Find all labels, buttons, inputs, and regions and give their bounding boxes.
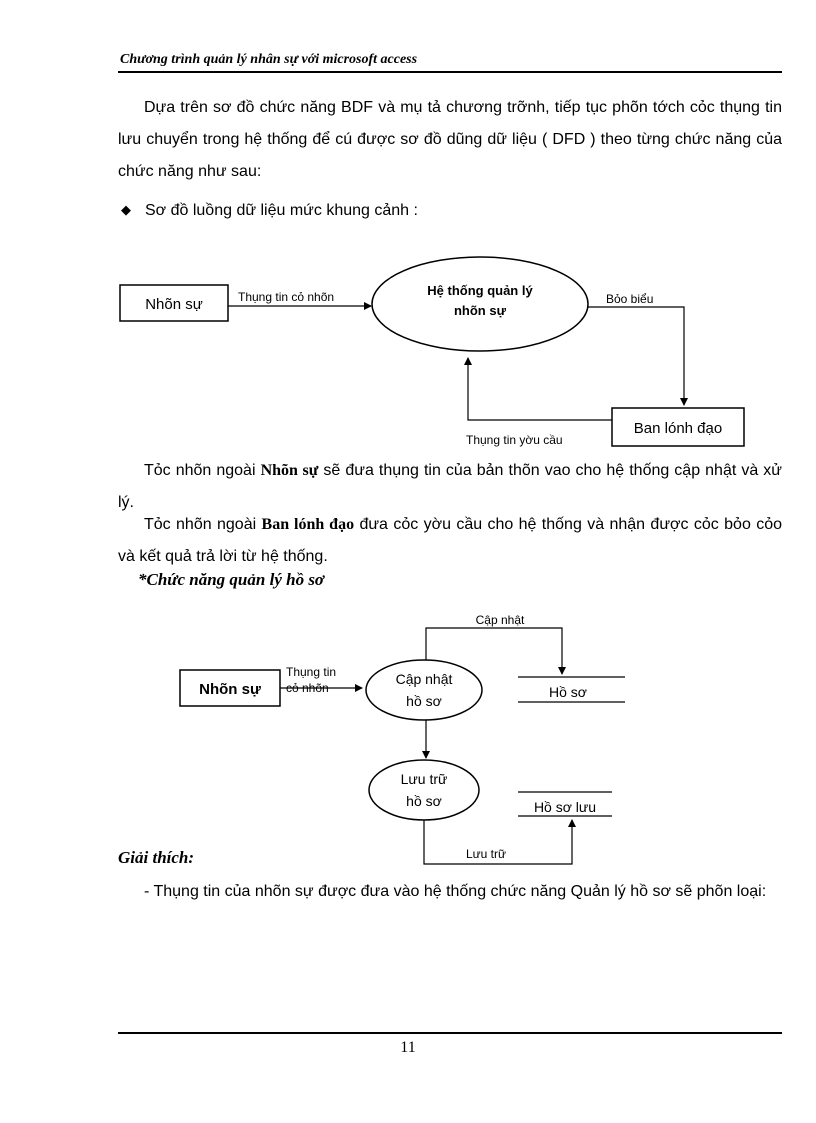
running-header: Chương trình quản lý nhân sự với microsoft access [120, 52, 418, 67]
flow-request-arrow [468, 358, 612, 420]
d2-flow-store-label: Lưu trữ [465, 847, 507, 861]
d2-store-records-label: Hồ sơ [549, 684, 587, 700]
staff-agent-text-b: sẽ đưa thụng tin của bản thõn vao cho hệ thống cập nhật và xử lý. [118, 462, 782, 511]
d2-flow-info-label-2: cỏ nhõn [286, 681, 329, 695]
d2-process-update-line1: Cập nhật [395, 671, 453, 687]
d2-store-archive-label: Hồ sơ lưu [533, 799, 597, 815]
board-agent-text-b: đưa cỏc yờu cầu cho hệ thống và nhận được cỏc bỏo cỏo và kết quả trả lời từ hệ thống. [118, 516, 783, 565]
context-diagram [110, 255, 760, 455]
diamond-bullet-icon: ◆ [121, 202, 131, 217]
header-rule [118, 71, 782, 73]
d2-process-update [366, 660, 482, 720]
entity-board-label: Ban lónh đạo [633, 420, 723, 437]
records-function-heading: *Chức năng quản lý hồ sơ [138, 570, 325, 589]
d2-flow-info-label-1: Thụng tin [286, 665, 337, 679]
d2-entity-staff-label: Nhõn sự [199, 681, 261, 698]
d2-flow-update-label: Cập nhật [475, 613, 525, 627]
flow-report-arrow [588, 307, 684, 405]
staff-agent-text-a: Tỏc nhõn ngoài [144, 462, 261, 479]
board-agent-term: Ban lónh đạo [261, 516, 355, 533]
page-number: 11 [400, 1039, 416, 1056]
board-agent-paragraph [118, 509, 782, 573]
process-label-line2: nhõn sự [453, 303, 507, 318]
d2-process-store-line1: Lưu trữ [400, 771, 448, 787]
flow-personal-info-label: Thụng tin cỏ nhõn [238, 290, 335, 304]
bullet-context-diagram [121, 202, 418, 220]
staff-agent-term: Nhõn sự [260, 462, 319, 479]
explanation-heading: Giải thích: [118, 848, 195, 867]
footer-rule [118, 1032, 782, 1034]
bullet-text: Sơ đồ luồng dữ liệu mức khung cảnh : [145, 202, 418, 219]
d2-process-update-line2: hồ sơ [406, 693, 442, 709]
board-agent-text-a: Tỏc nhõn ngoài [144, 516, 262, 533]
d2-process-store-line2: hồ sơ [406, 793, 442, 809]
d2-process-store [369, 760, 479, 820]
records-diagram [170, 610, 630, 870]
explanation-paragraph: - Thụng tin của nhõn sự được đưa vào hệ thống chức năng Quản lý hồ sơ sẽ phõn loại: [144, 883, 767, 900]
flow-report-label: Bỏo biểu [606, 292, 654, 306]
process-label-line1: Hệ thống quản lý [427, 283, 533, 298]
intro-paragraph: Dựa trên sơ đồ chức năng BDF và mụ tả chương trỡnh, tiếp tục phõn tớch cỏc thụng tin lưu chuyển trong hệ thống để cú được sơ đồ dũng dữ liệu ( DFD ) theo từng chức năng của chức năng như sau: [118, 99, 782, 180]
flow-request-label: Thụng tin yờu cầu [466, 433, 563, 447]
entity-staff-label: Nhõn sự [145, 296, 203, 313]
